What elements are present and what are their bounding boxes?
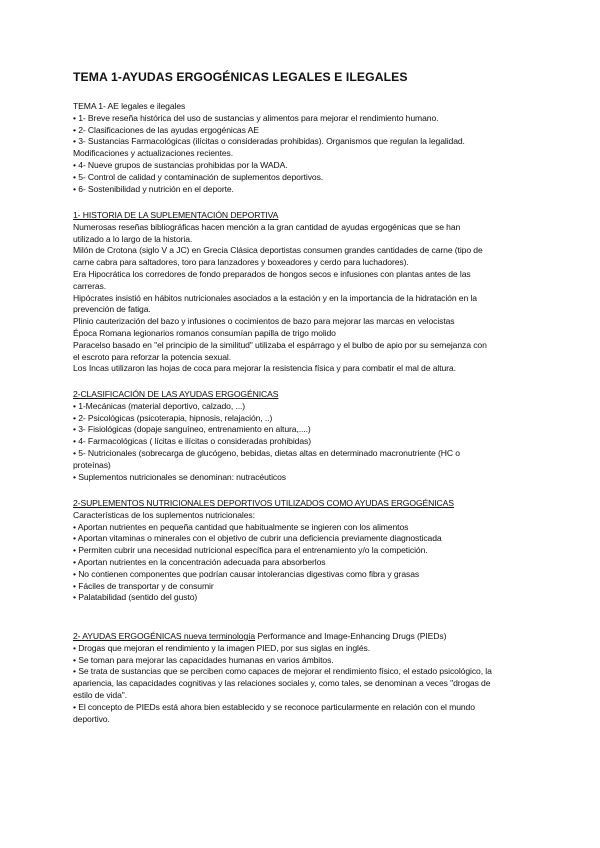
index-item: • 2- Clasificaciones de las ayudas ergogénicas AE (73, 124, 259, 135)
suplementos-line: Características de los suplementos nutricionales: (73, 509, 255, 520)
clasificacion-line: • 1-Mecánicas (material deportivo, calzado, ...) (73, 400, 246, 411)
suplementos-line: • Aportan nutrientes en pequeña cantidad que habitualmente se ingieren con los alimentos (73, 521, 409, 532)
historia-line: carne cabra para saltadores, toro para lanzadores y boxeadores y cerdo para luchadores). (73, 257, 409, 268)
clasificacion-line: proteínas) (73, 459, 111, 470)
nueva-line: • Drogas que mejoran el rendimiento y la imagen PIED, por sus siglas en inglés. (73, 642, 370, 653)
historia-line: carreras. (73, 280, 107, 291)
historia-heading: 1- HISTORIA DE LA SUPLEMENTACIÓN DEPORTIVA (73, 210, 279, 220)
historia-line: Paracelso basado en "el principio de la similitud" utilizaba el espárrago y el bulbo de apio por su semejanza con (73, 339, 487, 350)
nueva-line: • Se toman para mejorar las capacidades humanas en varios ámbitos. (73, 654, 334, 665)
suplementos-line: • Permiten cubrir una necesidad nutricional específica para el entrenamiento y/o la competición. (73, 545, 428, 556)
suplementos-line: • Aportan vitaminas o minerales con el objetivo de cubrir una deficiencia previamente diagnosticada (73, 533, 442, 544)
index-item: • 3- Sustancias Farmacológicas (ilícitas o consideradas prohibidas). Organismos que regulan la legalidad. (73, 136, 465, 147)
clasificacion-line: • 4- Farmacológicas ( lícitas e ilícitas o consideradas prohibidas) (73, 436, 311, 447)
nueva-line: apariencia, las capacidades cognitivas y las relaciones sociales y, como tales, se denominan a veces "drogas de (73, 678, 491, 689)
index-section (73, 101, 533, 195)
historia-line: Hipócrates insistió en hábitos nutricionales asociados a la estación y en la importancia de la hidratación en la (73, 292, 477, 303)
index-item: Modificaciones y actualizaciones recientes. (73, 148, 234, 159)
nueva-line: • Se trata de sustancias que se perciben como capaces de mejorar el rendimiento físico, el estado psicológico, la (73, 666, 492, 677)
historia-line: Plinio cauterización del bazo y infusiones o cocimientos de bazo para mejorar las marcas en velocistas (73, 316, 455, 327)
historia-line: Época Romana legionarios romanos consumían papilla de trigo molido (73, 327, 336, 338)
nueva-terminologia-section (73, 631, 533, 725)
suplementos-line: • Aportan nutrientes en la concentración adecuada para absorberlos (73, 556, 326, 567)
index-heading: TEMA 1- AE legales e ilegales (73, 101, 186, 111)
historia-line: Numerosas reseñas bibliográficas hacen mención a la gran cantidad de ayudas ergogénicas que se han (73, 221, 461, 232)
clasificacion-section (73, 389, 533, 483)
nueva-heading-rest: Performance and Image-Enhancing Drugs (PIEDs) (255, 631, 447, 641)
nueva-line: • El concepto de PIEDs está ahora bien establecido y se reconoce particularmente en relación con el mundo (73, 701, 475, 712)
clasificacion-line: • 2- Psicológicas (psicoterapia, hipnosis, relajación, ..) (73, 412, 273, 423)
nueva-line: deportivo. (73, 713, 110, 724)
historia-line: utilizado a lo largo de la historia. (73, 233, 193, 244)
historia-line: prevención de fatiga. (73, 304, 151, 315)
nueva-heading-underlined: 2- AYUDAS ERGOGÉNICAS nueva terminología (73, 631, 256, 641)
historia-line: Los Incas utilizaron las hojas de coca para mejorar la resistencia física y para combatir el mal de altura. (73, 363, 456, 374)
document-title: TEMA 1-AYUDAS ERGOGÉNICAS LEGALES E ILEGALES (73, 70, 408, 84)
index-item: • 5- Control de calidad y contaminación de suplementos deportivos. (73, 171, 324, 182)
index-item: • 6- Sostenibilidad y nutrición en el deporte. (73, 183, 234, 194)
suplementos-line: • Fáciles de transportar y de consumir (73, 580, 214, 591)
historia-line: Milón de Crotona (siglo V a JC) en Grecia Clásica deportistas consumen grandes cantidades de carne (tipo de (73, 245, 483, 256)
index-item: • 1- Breve reseña histórica del uso de sustancias y alimentos para mejorar el rendimiento humano. (73, 112, 439, 123)
historia-line: Era Hipocrática los corredores de fondo preparados de hongos secos e infusiones con plantas antes de las (73, 268, 471, 279)
nueva-line: estilo de vida". (73, 689, 127, 700)
suplementos-line: • Palatabilidad (sentido del gusto) (73, 592, 198, 603)
nueva-heading (73, 631, 533, 643)
suplementos-section (73, 498, 533, 604)
index-item: • 4- Nueve grupos de sustancias prohibidas por la WADA. (73, 159, 288, 170)
suplementos-line: • No contienen componentes que podrían causar intolerancias digestivas como fibra y grasas (73, 568, 420, 579)
clasificacion-line: • Suplementos nutricionales se denominan: nutracéuticos (73, 471, 286, 482)
clasificacion-heading: 2-CLASIFICACIÓN DE LAS AYUDAS ERGOGÉNICAS (73, 389, 279, 399)
clasificacion-line: • 5- Nutricionales (sobrecarga de glucógeno, bebidas, dietas altas en determinado macronutriente (HC o (73, 447, 460, 458)
clasificacion-line: • 3- Fisiológicas (dopaje sanguíneo, entrenamiento en altura,....) (73, 424, 311, 435)
historia-line: el escroto para reforzar la potencia sexual. (73, 351, 232, 362)
historia-section (73, 210, 533, 375)
suplementos-heading: 2-SUPLEMENTOS NUTRICIONALES DEPORTIVOS UTILIZADOS COMO AYUDAS ERGOGÉNICAS (73, 498, 454, 508)
